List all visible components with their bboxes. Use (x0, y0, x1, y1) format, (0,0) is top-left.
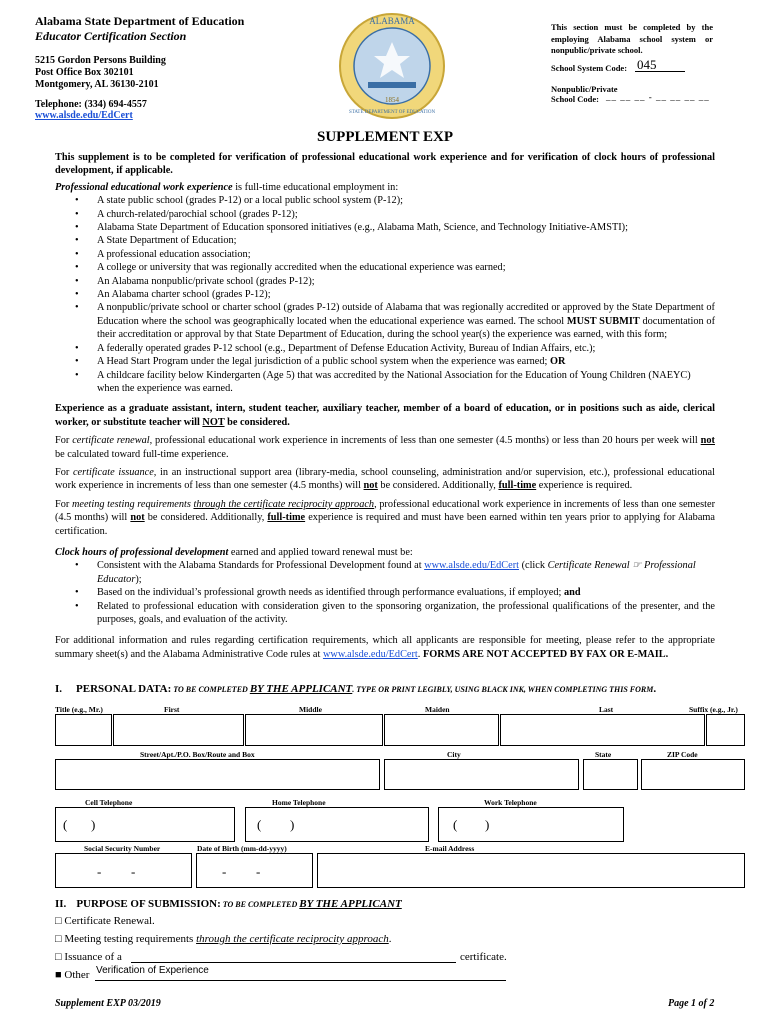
home-telephone-field[interactable] (245, 807, 429, 842)
state-seal (338, 12, 446, 120)
list-item: • A childcare facility below Kindergarten (Age 5) that was accredited by the National Association for the Education of Young Children (NAEYC) when the experience was earned. (97, 369, 715, 396)
issuance-paragraph: For certificate issuance, in an instructional support area (library-media, school counseling, administration and/or supervision, etc.), professional educational work experience in increments of less than one semester (4.5 months) will not be considered. Additionally, full-time experience is required. (55, 466, 715, 492)
pew-list (55, 194, 715, 395)
last-name-field[interactable] (500, 714, 705, 746)
section-1-heading: I. PERSONAL DATA: TO BE COMPLETED BY THE APPLICANT. TYPE OR PRINT LEGIBLY, USING BLACK INK, WHEN COMPLETING THIS FORM. (55, 683, 657, 695)
zip-label: ZIP Code (667, 750, 698, 759)
nonpublic-label-2: School Code: (551, 94, 599, 104)
address-line-2: Post Office Box 302101 (35, 67, 134, 78)
list-item: • A state public school (grades P-12) or a local public school system (P-12); (97, 194, 715, 207)
agency-name: Alabama State Department of Education (35, 14, 245, 28)
section-name: Educator Certification Section (35, 29, 187, 43)
state-label: State (595, 750, 612, 759)
cell-telephone-field[interactable] (55, 807, 235, 842)
address-line-1: 5215 Gordon Persons Building (35, 55, 166, 66)
middle-name-field[interactable] (245, 714, 383, 746)
option-issuance[interactable]: □ Issuance of a (55, 951, 122, 963)
checkbox-icon: □ (55, 933, 62, 945)
school-system-label: School System Code: (551, 63, 628, 73)
dob-dash: - (256, 864, 261, 879)
page-number: Page 1 of 2 (668, 998, 715, 1009)
list-item: • Alabama State Department of Education sponsored initiatives (e.g., Alabama Math, Science, and Technology Initiative-AMSTI); (97, 221, 715, 234)
issuance-certificate-suffix: certificate. (460, 951, 507, 963)
svg-text:1854: 1854 (385, 96, 399, 104)
area-code-open-paren: ( (257, 817, 262, 832)
city-field[interactable] (384, 759, 579, 790)
option-other[interactable]: ■ Other (55, 969, 90, 981)
work-telephone-field[interactable] (438, 807, 624, 842)
option-certificate-renewal[interactable]: □ Certificate Renewal. (55, 915, 155, 927)
other-line (95, 980, 506, 981)
area-code-open-paren: ( (453, 817, 458, 832)
clock-hours-list (55, 559, 715, 626)
list-item: • A Head Start Program under the legal jurisdiction of a public school system when the experience was earned; OR (97, 355, 715, 368)
edcert-link[interactable]: www.alsde.edu/EdCert (424, 560, 519, 572)
ssn-label: Social Security Number (84, 844, 161, 853)
nonpublic-school-code-field[interactable]: __ __ __ - __ __ __ __ (606, 92, 710, 102)
additional-info-paragraph: For additional information and rules regarding certification requirements, which all applicants are responsible for meeting, please refer to the appropriate summary sheet(s) and the Alabama Administrative Code rules at www.alsde.edu/EdCert. FORMS ARE NOT ACCEPTED BY FAX OR E-MAIL. (55, 635, 715, 660)
checkbox-checked-icon: ■ (55, 969, 62, 981)
not-considered-paragraph: Experience as a graduate assistant, intern, student teacher, auxiliary teacher, member of a board of education, or in positions such as aide, clerical worker, or substitute teacher will NOT be considered. (55, 403, 715, 428)
list-item: • A State Department of Education; (97, 234, 715, 247)
address-line-3: Montgomery, AL 36130-2101 (35, 79, 159, 90)
list-item: • Consistent with the Alabama Standards for Professional Development found at www.alsde.edu/EdCert (click Certificate Renewal ☞ Professional Educator); (97, 559, 715, 586)
section-2-heading: II. PURPOSE OF SUBMISSION: TO BE COMPLETED BY THE APPLICANT (55, 898, 402, 910)
last-name-label: Last (599, 705, 614, 714)
list-item: • A nonpublic/private school or charter school (grades P-12) outside of Alabama that was regionally accredited or approved by the State Department of Education where the school was geographically located when the educational experience was earned. The school MUST SUBMIT documentation of their accreditation or approval by that State Department of Education, during the school year(s) the experience was earned, with this form; (97, 301, 715, 341)
email-label: E-mail Address (425, 844, 475, 853)
area-code-close-paren: ) (290, 817, 295, 832)
title-label: Title (e.g., Mr.) (55, 705, 103, 714)
area-code-open-paren: ( (63, 817, 68, 832)
intro-paragraph: This supplement is to be completed for verification of professional educational work experience and for verification of clock hours of professional development, if applicable. (55, 152, 715, 177)
title-field[interactable] (55, 714, 112, 746)
renewal-paragraph: For certificate renewal, professional educational work experience in increments of less than one semester (4.5 months) or less than 20 hours per week will not be calculated toward full-time experience. (55, 435, 715, 460)
school-code-underline (635, 71, 685, 72)
website-link[interactable]: www.alsde.edu/EdCert (35, 110, 133, 121)
cell-telephone-label: Cell Telephone (85, 798, 133, 807)
clock-hours-lead: Clock hours of professional development earned and applied toward renewal must be: (55, 546, 413, 558)
school-system-code[interactable]: 045 (637, 57, 657, 72)
first-name-field[interactable] (113, 714, 244, 746)
other-value[interactable]: Verification of Experience (96, 965, 209, 976)
checkbox-icon: □ (55, 951, 62, 963)
svg-text:STATE DEPARTMENT OF EDUCATION: STATE DEPARTMENT OF EDUCATION (348, 110, 436, 115)
edcert-link[interactable]: www.alsde.edu/EdCert (322, 648, 418, 660)
email-field[interactable] (317, 853, 745, 888)
testing-paragraph: For meeting testing requirements through the certificate reciprocity approach, professional educational work experience in increments of less than one semester (4.5 months) will not be considered. Additionally, full-time experience is required and must have been earned within ten years prior to applying for Alabama certification. (55, 498, 715, 537)
dob-dash: - (222, 864, 227, 879)
option-testing-requirements[interactable]: □ Meeting testing requirements through the certificate reciprocity approach. (55, 933, 392, 945)
area-code-close-paren: ) (485, 817, 490, 832)
zip-field[interactable] (641, 759, 745, 790)
work-telephone-label: Work Telephone (484, 798, 537, 807)
street-field[interactable] (55, 759, 380, 790)
nonpublic-label-1: Nonpublic/Private (551, 84, 618, 94)
suffix-label: Suffix (e.g., Jr.) (689, 705, 738, 714)
street-label: Street/Apt./P.O. Box/Route and Box (140, 750, 255, 759)
list-item: • Based on the individual’s professional growth needs as identified through performance evaluations, if employed; and (97, 586, 715, 599)
ssn-dash: - (131, 864, 136, 879)
list-item: • A church-related/parochial school (grades P-12); (97, 208, 715, 221)
list-item: • An Alabama nonpublic/private school (grades P-12); (97, 275, 715, 288)
maiden-name-field[interactable] (384, 714, 499, 746)
first-name-label: First (164, 705, 180, 714)
list-item: • A federally operated grades P-12 school (e.g., Department of Defense Education Activity, Bureau of Indian Affairs, etc.); (97, 342, 715, 355)
pew-lead: Professional educational work experience is full-time educational employment in: (55, 181, 399, 193)
dob-field[interactable] (196, 853, 313, 888)
list-item: • Related to professional education with consideration given to the sponsoring organization, the professional qualifications of the presenter, and the purposes, goals, and evaluation of the activity. (97, 600, 715, 627)
telephone: Telephone: (334) 694-4557 (35, 99, 147, 110)
suffix-field[interactable] (706, 714, 745, 746)
ssn-field[interactable] (55, 853, 192, 888)
list-item: • A professional education association; (97, 248, 715, 261)
employer-note: This section must be completed by the employing Alabama school system or nonpublic/private school. (551, 22, 713, 55)
city-label: City (447, 750, 461, 759)
area-code-close-paren: ) (91, 817, 96, 832)
home-telephone-label: Home Telephone (272, 798, 326, 807)
svg-text:ALABAMA: ALABAMA (369, 16, 415, 26)
state-field[interactable] (583, 759, 638, 790)
checkbox-icon: □ (55, 915, 62, 927)
dob-label: Date of Birth (mm-dd-yyyy) (197, 844, 287, 853)
form-version: Supplement EXP 03/2019 (55, 998, 161, 1009)
maiden-name-label: Maiden (425, 705, 450, 714)
list-item: • An Alabama charter school (grades P-12); (97, 288, 715, 301)
ssn-dash: - (97, 864, 102, 879)
issuance-certificate-line[interactable] (131, 962, 456, 963)
list-item: • A college or university that was regionally accredited when the educational experience was earned; (97, 261, 715, 274)
form-title: SUPPLEMENT EXP (317, 129, 453, 145)
middle-name-label: Middle (299, 705, 322, 714)
body-text (55, 151, 715, 661)
